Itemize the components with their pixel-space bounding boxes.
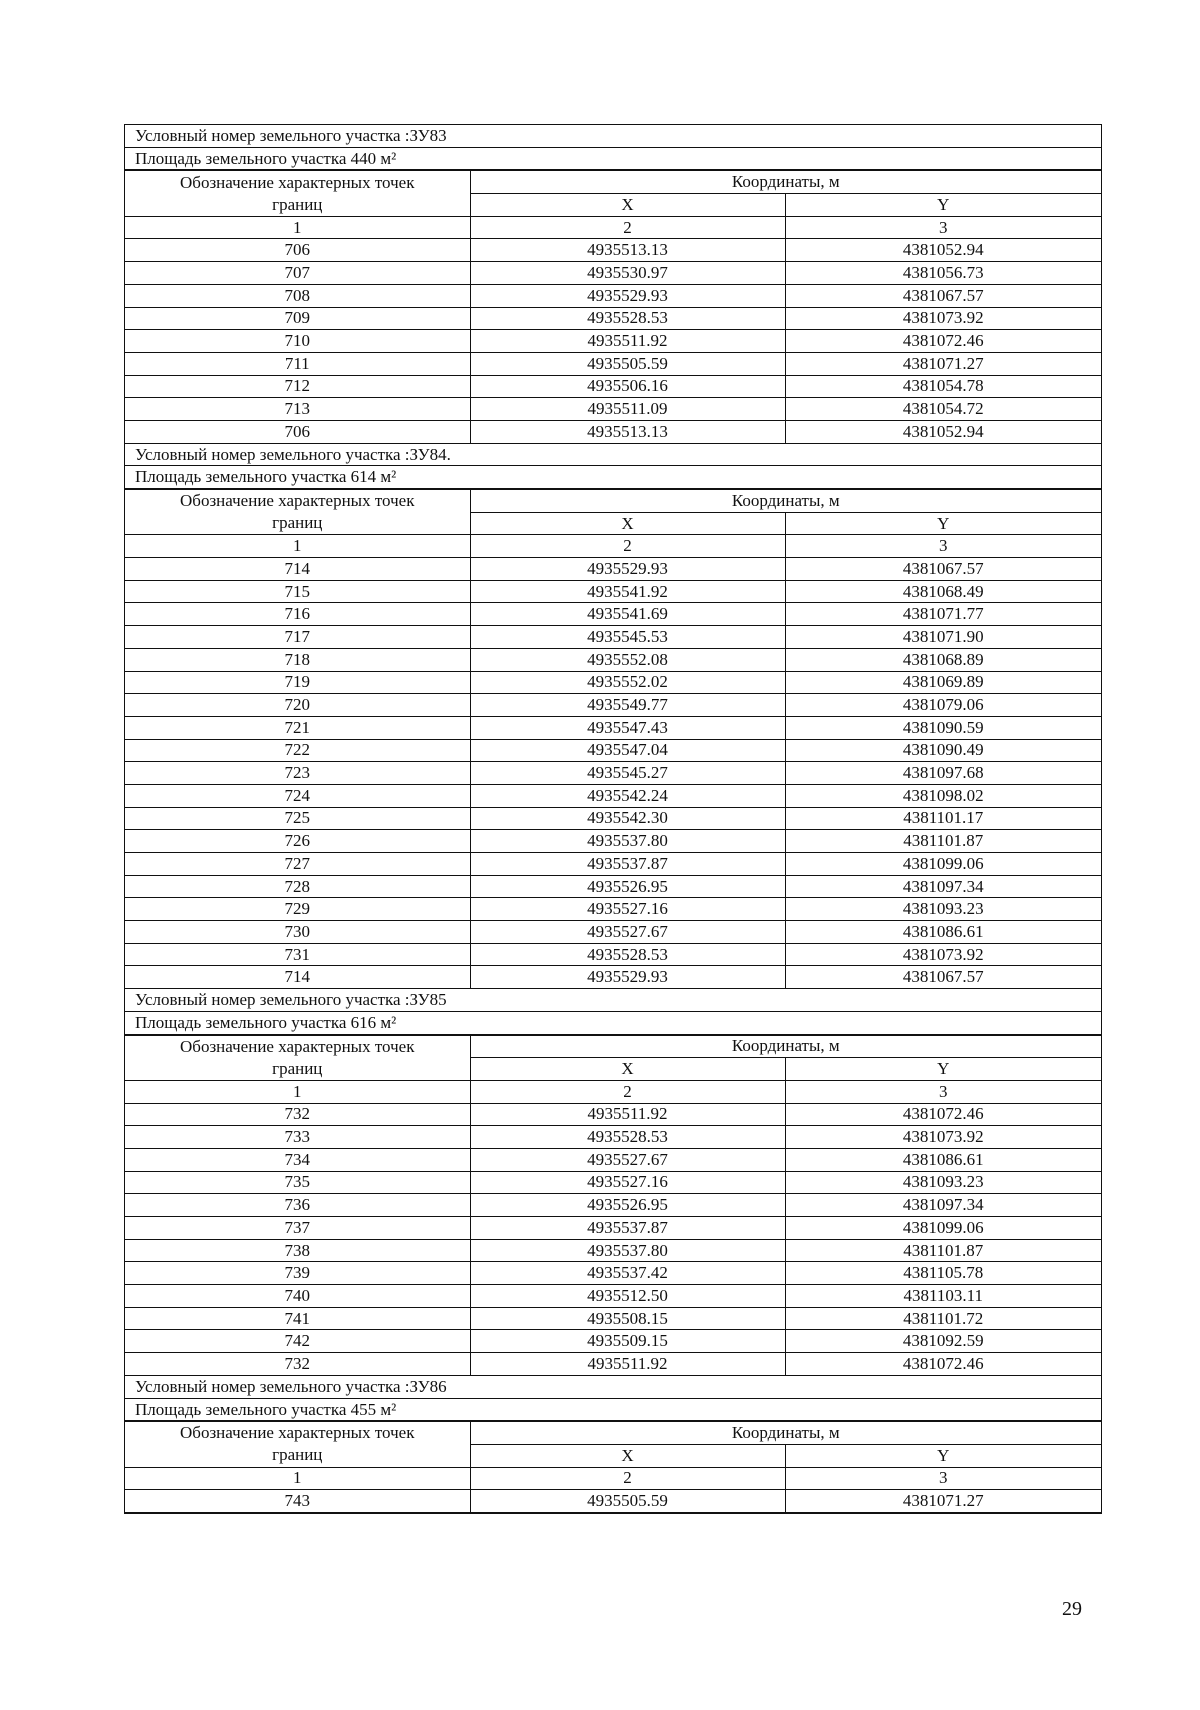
x-coordinate: 4935537.80 (470, 1239, 785, 1262)
table-row (125, 307, 1101, 330)
x-coordinate: 4935527.16 (470, 898, 785, 921)
coordinates-table (125, 170, 1101, 443)
table-row (125, 284, 1101, 307)
table-row (125, 1262, 1101, 1285)
point-number: 718 (125, 648, 470, 671)
plot-area: Площадь земельного участка 614 м² (125, 466, 1101, 489)
table-row (125, 352, 1101, 375)
y-coordinate: 4381097.34 (785, 875, 1101, 898)
point-number: 734 (125, 1148, 470, 1171)
point-column-header (125, 490, 470, 535)
x-coordinate: 4935529.93 (470, 558, 785, 581)
x-coordinate: 4935541.69 (470, 603, 785, 626)
y-coordinate: 4381105.78 (785, 1262, 1101, 1285)
x-coordinate: 4935528.53 (470, 1126, 785, 1149)
x-coordinate: 4935547.04 (470, 739, 785, 762)
x-coordinate: 4935508.15 (470, 1307, 785, 1330)
x-coordinate: 4935505.59 (470, 352, 785, 375)
column-number: 3 (785, 1080, 1101, 1103)
table-row (125, 648, 1101, 671)
table-row (125, 1307, 1101, 1330)
table-row (125, 966, 1101, 989)
point-number: 706 (125, 420, 470, 443)
point-header-line-2: границ (272, 513, 323, 533)
table-row (125, 830, 1101, 853)
point-number: 723 (125, 762, 470, 785)
point-number: 712 (125, 375, 470, 398)
y-header: Y (785, 1444, 1101, 1467)
table-row (125, 1171, 1101, 1194)
y-coordinate: 4381097.34 (785, 1194, 1101, 1217)
x-header: X (470, 512, 785, 535)
x-coordinate: 4935511.09 (470, 398, 785, 421)
y-coordinate: 4381052.94 (785, 420, 1101, 443)
y-header: Y (785, 512, 1101, 535)
y-coordinate: 4381093.23 (785, 1171, 1101, 1194)
table-row (125, 921, 1101, 944)
x-coordinate: 4935513.13 (470, 420, 785, 443)
point-number: 722 (125, 739, 470, 762)
table-row (125, 875, 1101, 898)
x-coordinate: 4935552.02 (470, 671, 785, 694)
column-number-row (125, 216, 1101, 239)
table-row (125, 943, 1101, 966)
point-header-line-1: Обозначение характерных точек (180, 172, 415, 192)
plot-area: Площадь земельного участка 440 м² (125, 148, 1101, 171)
table-row (125, 853, 1101, 876)
table-row (125, 694, 1101, 717)
x-coordinate: 4935537.87 (470, 1217, 785, 1240)
point-header-line-2: границ (272, 1058, 323, 1078)
table-row (125, 1194, 1101, 1217)
coordinates-table (125, 1421, 1101, 1513)
point-number: 716 (125, 603, 470, 626)
y-coordinate: 4381067.57 (785, 966, 1101, 989)
table-row (125, 898, 1101, 921)
coordinates-header: Координаты, м (470, 490, 1101, 513)
x-coordinate: 4935526.95 (470, 875, 785, 898)
y-coordinate: 4381072.46 (785, 330, 1101, 353)
point-number: 742 (125, 1330, 470, 1353)
y-coordinate: 4381099.06 (785, 853, 1101, 876)
point-number: 730 (125, 921, 470, 944)
point-number: 737 (125, 1217, 470, 1240)
table-row (125, 784, 1101, 807)
plot-area: Площадь земельного участка 616 м² (125, 1012, 1101, 1035)
point-number: 731 (125, 943, 470, 966)
y-coordinate: 4381098.02 (785, 784, 1101, 807)
x-coordinate: 4935537.42 (470, 1262, 785, 1285)
column-number: 2 (470, 1080, 785, 1103)
table-row (125, 739, 1101, 762)
table-row (125, 762, 1101, 785)
table-row (125, 807, 1101, 830)
x-coordinate: 4935505.59 (470, 1490, 785, 1513)
column-number-row (125, 1080, 1101, 1103)
x-coordinate: 4935527.67 (470, 1148, 785, 1171)
x-coordinate: 4935526.95 (470, 1194, 785, 1217)
point-number: 740 (125, 1285, 470, 1308)
column-number: 1 (125, 535, 470, 558)
plot-section (124, 444, 1102, 990)
x-coordinate: 4935511.92 (470, 330, 785, 353)
y-coordinate: 4381103.11 (785, 1285, 1101, 1308)
y-coordinate: 4381068.89 (785, 648, 1101, 671)
y-coordinate: 4381101.17 (785, 807, 1101, 830)
table-header-row (125, 1035, 1101, 1058)
coordinates-header: Координаты, м (470, 1422, 1101, 1445)
column-number-row (125, 1467, 1101, 1490)
table-row (125, 239, 1101, 262)
point-number: 724 (125, 784, 470, 807)
table-header-row (125, 171, 1101, 194)
y-coordinate: 4381054.78 (785, 375, 1101, 398)
plot-number: Условный номер земельного участка :ЗУ83 (125, 125, 1101, 148)
plot-section (124, 1376, 1102, 1514)
y-coordinate: 4381071.27 (785, 352, 1101, 375)
x-coordinate: 4935549.77 (470, 694, 785, 717)
y-coordinate: 4381071.27 (785, 1490, 1101, 1513)
x-coordinate: 4935541.92 (470, 580, 785, 603)
table-row (125, 558, 1101, 581)
column-number: 3 (785, 535, 1101, 558)
x-coordinate: 4935506.16 (470, 375, 785, 398)
point-number: 708 (125, 284, 470, 307)
y-header: Y (785, 194, 1101, 217)
x-coordinate: 4935552.08 (470, 648, 785, 671)
x-header: X (470, 194, 785, 217)
table-row (125, 375, 1101, 398)
point-number: 714 (125, 966, 470, 989)
point-header-line-1: Обозначение характерных точек (180, 1423, 415, 1443)
y-coordinate: 4381069.89 (785, 671, 1101, 694)
y-coordinate: 4381056.73 (785, 262, 1101, 285)
x-coordinate: 4935528.53 (470, 307, 785, 330)
table-row (125, 420, 1101, 443)
y-coordinate: 4381079.06 (785, 694, 1101, 717)
page-number: 29 (1062, 1598, 1082, 1620)
plot-section (124, 124, 1102, 444)
x-coordinate: 4935527.16 (470, 1171, 785, 1194)
x-coordinate: 4935530.97 (470, 262, 785, 285)
table-header-row (125, 1422, 1101, 1445)
x-coordinate: 4935537.87 (470, 853, 785, 876)
table-row (125, 1126, 1101, 1149)
table-row (125, 398, 1101, 421)
table-row (125, 1490, 1101, 1513)
point-number: 714 (125, 558, 470, 581)
point-number: 715 (125, 580, 470, 603)
plot-number: Условный номер земельного участка :ЗУ84. (125, 444, 1101, 467)
point-number: 720 (125, 694, 470, 717)
point-column-header (125, 1422, 470, 1467)
point-number: 713 (125, 398, 470, 421)
point-header-line-2: границ (272, 194, 323, 214)
point-number: 706 (125, 239, 470, 262)
table-row (125, 580, 1101, 603)
plot-number: Условный номер земельного участка :ЗУ85 (125, 989, 1101, 1012)
y-coordinate: 4381054.72 (785, 398, 1101, 421)
table-row (125, 262, 1101, 285)
y-coordinate: 4381073.92 (785, 1126, 1101, 1149)
coordinates-table (125, 1035, 1101, 1376)
x-coordinate: 4935545.53 (470, 626, 785, 649)
x-coordinate: 4935545.27 (470, 762, 785, 785)
y-coordinate: 4381067.57 (785, 558, 1101, 581)
point-number: 728 (125, 875, 470, 898)
x-coordinate: 4935537.80 (470, 830, 785, 853)
y-coordinate: 4381101.87 (785, 830, 1101, 853)
y-coordinate: 4381073.92 (785, 307, 1101, 330)
table-row (125, 1148, 1101, 1171)
column-number-row (125, 535, 1101, 558)
table-row (125, 603, 1101, 626)
point-number: 741 (125, 1307, 470, 1330)
column-number: 2 (470, 216, 785, 239)
x-coordinate: 4935511.92 (470, 1353, 785, 1376)
coordinates-header: Координаты, м (470, 171, 1101, 194)
table-row (125, 1330, 1101, 1353)
table-row (125, 1285, 1101, 1308)
y-coordinate: 4381099.06 (785, 1217, 1101, 1240)
point-number: 721 (125, 716, 470, 739)
table-row (125, 671, 1101, 694)
x-coordinate: 4935547.43 (470, 716, 785, 739)
point-header-line-1: Обозначение характерных точек (180, 1036, 415, 1056)
point-number: 735 (125, 1171, 470, 1194)
y-coordinate: 4381072.46 (785, 1353, 1101, 1376)
x-header: X (470, 1444, 785, 1467)
coordinates-header: Координаты, м (470, 1035, 1101, 1058)
coordinates-table (125, 489, 1101, 989)
y-coordinate: 4381071.77 (785, 603, 1101, 626)
table-header-row (125, 490, 1101, 513)
y-coordinate: 4381086.61 (785, 1148, 1101, 1171)
point-column-header (125, 1035, 470, 1080)
x-coordinate: 4935511.92 (470, 1103, 785, 1126)
column-number: 3 (785, 1467, 1101, 1490)
x-header: X (470, 1058, 785, 1081)
y-coordinate: 4381090.59 (785, 716, 1101, 739)
point-number: 727 (125, 853, 470, 876)
y-header: Y (785, 1058, 1101, 1081)
column-number: 1 (125, 1080, 470, 1103)
y-coordinate: 4381101.87 (785, 1239, 1101, 1262)
point-number: 709 (125, 307, 470, 330)
point-number: 717 (125, 626, 470, 649)
table-row (125, 716, 1101, 739)
y-coordinate: 4381052.94 (785, 239, 1101, 262)
y-coordinate: 4381101.72 (785, 1307, 1101, 1330)
table-row (125, 1239, 1101, 1262)
point-number: 736 (125, 1194, 470, 1217)
x-coordinate: 4935513.13 (470, 239, 785, 262)
x-coordinate: 4935512.50 (470, 1285, 785, 1308)
column-number: 2 (470, 535, 785, 558)
y-coordinate: 4381086.61 (785, 921, 1101, 944)
y-coordinate: 4381090.49 (785, 739, 1101, 762)
table-row (125, 330, 1101, 353)
y-coordinate: 4381068.49 (785, 580, 1101, 603)
column-number: 1 (125, 216, 470, 239)
table-row (125, 1217, 1101, 1240)
point-header-line-1: Обозначение характерных точек (180, 491, 415, 511)
plot-number: Условный номер земельного участка :ЗУ86 (125, 1376, 1101, 1399)
point-number: 725 (125, 807, 470, 830)
y-coordinate: 4381097.68 (785, 762, 1101, 785)
y-coordinate: 4381072.46 (785, 1103, 1101, 1126)
point-number: 711 (125, 352, 470, 375)
column-number: 2 (470, 1467, 785, 1490)
plot-section (124, 989, 1102, 1376)
point-number: 733 (125, 1126, 470, 1149)
x-coordinate: 4935542.30 (470, 807, 785, 830)
y-coordinate: 4381092.59 (785, 1330, 1101, 1353)
point-number: 719 (125, 671, 470, 694)
y-coordinate: 4381093.23 (785, 898, 1101, 921)
point-number: 743 (125, 1490, 470, 1513)
point-number: 732 (125, 1103, 470, 1126)
x-coordinate: 4935542.24 (470, 784, 785, 807)
table-row (125, 1353, 1101, 1376)
table-row (125, 626, 1101, 649)
y-coordinate: 4381071.90 (785, 626, 1101, 649)
x-coordinate: 4935528.53 (470, 943, 785, 966)
x-coordinate: 4935529.93 (470, 966, 785, 989)
point-number: 738 (125, 1239, 470, 1262)
point-number: 710 (125, 330, 470, 353)
point-number: 729 (125, 898, 470, 921)
x-coordinate: 4935509.15 (470, 1330, 785, 1353)
plot-area: Площадь земельного участка 455 м² (125, 1399, 1101, 1422)
point-number: 707 (125, 262, 470, 285)
point-number: 739 (125, 1262, 470, 1285)
column-number: 3 (785, 216, 1101, 239)
x-coordinate: 4935529.93 (470, 284, 785, 307)
point-column-header (125, 171, 470, 216)
point-header-line-2: границ (272, 1445, 323, 1465)
coordinates-document (124, 124, 1102, 1514)
x-coordinate: 4935527.67 (470, 921, 785, 944)
y-coordinate: 4381073.92 (785, 943, 1101, 966)
point-number: 732 (125, 1353, 470, 1376)
column-number: 1 (125, 1467, 470, 1490)
y-coordinate: 4381067.57 (785, 284, 1101, 307)
point-number: 726 (125, 830, 470, 853)
table-row (125, 1103, 1101, 1126)
